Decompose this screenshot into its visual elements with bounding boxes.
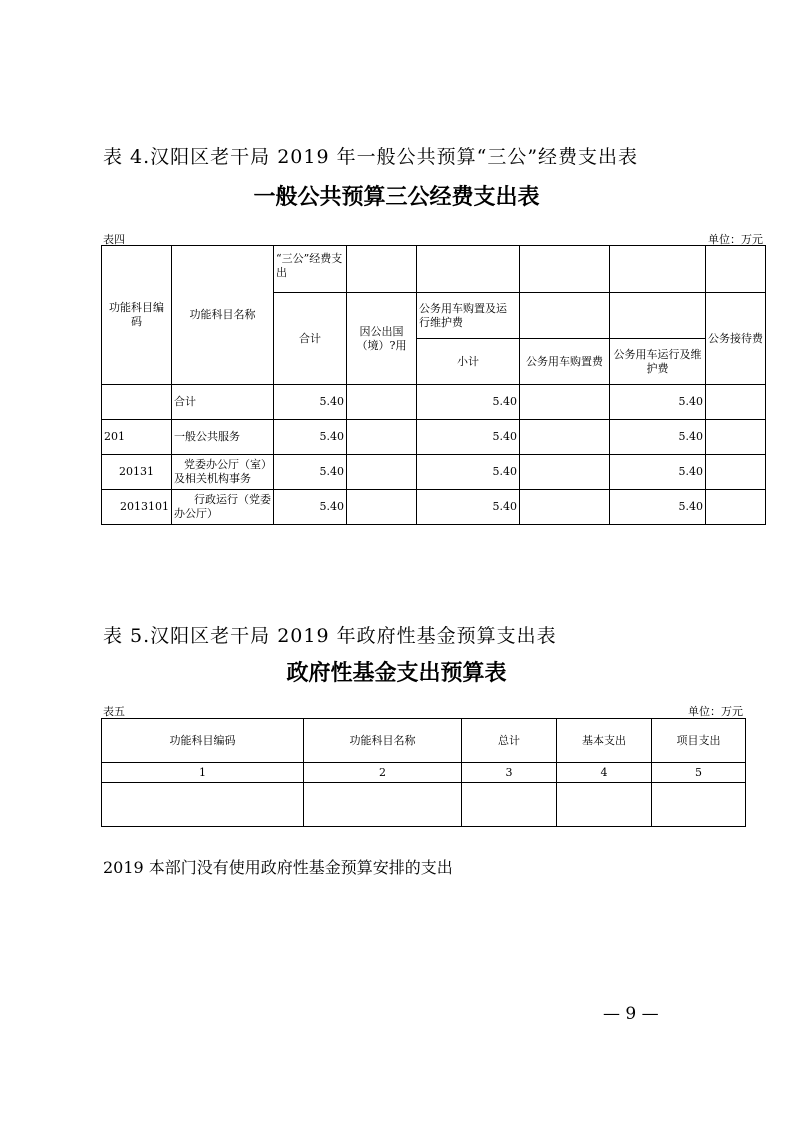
table5-header-code: 功能科目编码	[102, 719, 304, 763]
table5-empty-cell	[462, 783, 557, 827]
table4-label: 表四	[103, 233, 125, 246]
table5-number-2: 2	[304, 763, 462, 783]
table5-number-5: 5	[652, 763, 746, 783]
header-empty-4	[610, 246, 706, 293]
row-total: 5.40	[274, 455, 347, 490]
row-purchase	[520, 420, 610, 455]
table5-header-project: 项目支出	[652, 719, 746, 763]
table5-header-total: 总计	[462, 719, 557, 763]
header-abroad: 因公出国（境）?用	[347, 293, 417, 385]
table5-number-3: 3	[462, 763, 557, 783]
header-total: 合计	[274, 293, 347, 385]
header-name: 功能科目名称	[172, 246, 274, 385]
row-purchase	[520, 490, 610, 525]
row-name: 合计	[172, 385, 274, 420]
page-number: — 9 —	[603, 1004, 659, 1024]
row-reception	[706, 420, 766, 455]
table5-number-4: 4	[557, 763, 652, 783]
table-row	[102, 420, 766, 455]
header-empty-7	[610, 293, 706, 339]
row-operation: 5.40	[610, 420, 706, 455]
row-code: 201	[102, 420, 172, 455]
table-row	[102, 455, 766, 490]
row-name: 一般公共服务	[172, 420, 274, 455]
header-empty-2	[417, 246, 520, 293]
table5-empty-cell	[102, 783, 304, 827]
row-reception	[706, 490, 766, 525]
header-empty-5	[706, 246, 766, 293]
table5-header-name: 功能科目名称	[304, 719, 462, 763]
row-abroad	[347, 455, 417, 490]
table5-caption: 表 5.汉阳区老干局 2019 年政府性基金预算支出表	[103, 625, 557, 647]
row-subtotal: 5.40	[417, 385, 520, 420]
row-operation: 5.40	[610, 385, 706, 420]
row-purchase	[520, 455, 610, 490]
row-total: 5.40	[274, 420, 347, 455]
row-total: 5.40	[274, 490, 347, 525]
row-subtotal: 5.40	[417, 420, 520, 455]
header-reception: 公务接待费	[706, 293, 766, 385]
row-code	[102, 385, 172, 420]
header-sangong: “三公”经费支出	[274, 246, 347, 293]
table5-number-1: 1	[102, 763, 304, 783]
row-operation: 5.40	[610, 455, 706, 490]
row-subtotal: 5.40	[417, 490, 520, 525]
row-code: 20131	[102, 455, 172, 490]
table5-unit: 单位：万元	[688, 705, 743, 718]
header-empty-1	[347, 246, 417, 293]
header-subtotal: 小计	[417, 339, 520, 385]
table5-title: 政府性基金支出预算表	[286, 661, 507, 686]
header-code: 功能科目编码	[102, 246, 172, 385]
table5-header-basic: 基本支出	[557, 719, 652, 763]
header-vehicle: 公务用车购置及运行维护费	[417, 293, 520, 339]
table-row	[102, 783, 746, 827]
header-empty-6	[520, 293, 610, 339]
row-name: 行政运行（党委办公厅）	[172, 490, 274, 525]
table4-unit: 单位：万元	[708, 233, 763, 246]
table5-empty-cell	[557, 783, 652, 827]
row-total: 5.40	[274, 385, 347, 420]
table5-empty-cell	[304, 783, 462, 827]
row-subtotal: 5.40	[417, 455, 520, 490]
note-text: 2019 本部门没有使用政府性基金预算安排的支出	[103, 858, 453, 877]
row-abroad	[347, 385, 417, 420]
table5	[101, 718, 746, 827]
row-abroad	[347, 490, 417, 525]
table4	[101, 245, 766, 525]
header-empty-3	[520, 246, 610, 293]
row-code: 2013101	[102, 490, 172, 525]
row-abroad	[347, 420, 417, 455]
row-operation: 5.40	[610, 490, 706, 525]
table5-empty-cell	[652, 783, 746, 827]
table-row	[102, 490, 766, 525]
header-purchase: 公务用车购置费	[520, 339, 610, 385]
row-name: 党委办公厅（室）及相关机构事务	[172, 455, 274, 490]
header-operation: 公务用车运行及维护费	[610, 339, 706, 385]
table4-title: 一般公共预算三公经费支出表	[253, 185, 540, 210]
row-purchase	[520, 385, 610, 420]
row-reception	[706, 455, 766, 490]
table-row	[102, 385, 766, 420]
row-reception	[706, 385, 766, 420]
table4-caption: 表 4.汉阳区老干局 2019 年一般公共预算“三公”经费支出表	[103, 146, 639, 168]
table5-label: 表五	[103, 705, 125, 718]
